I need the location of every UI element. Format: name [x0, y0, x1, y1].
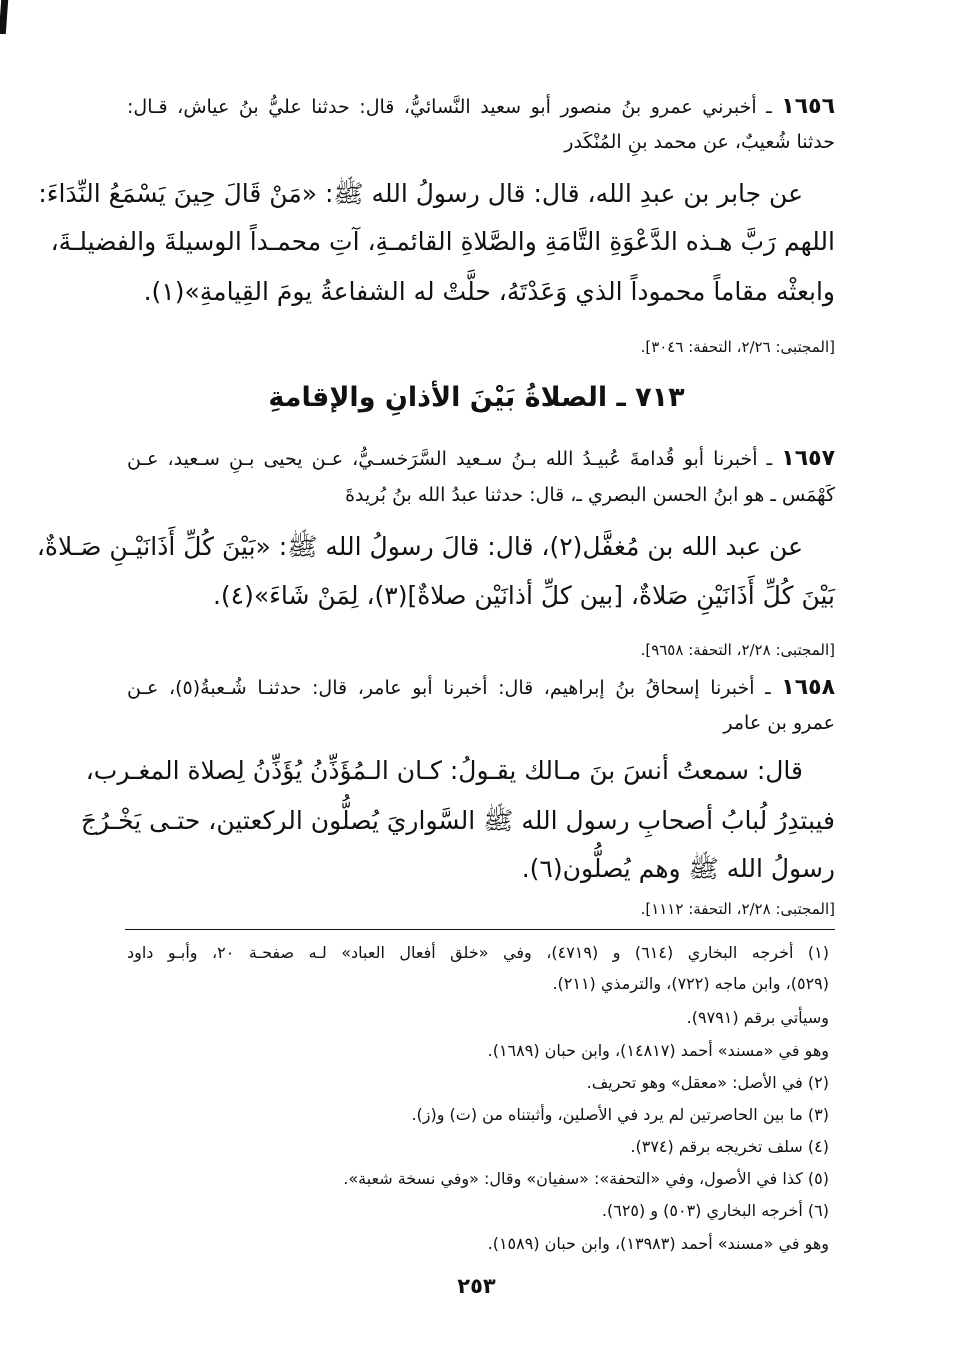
hadith-1657-matn-line-1: عن عبد الله بن مُغفَّل(٢)، قال: قالَ رسولُ الله ﷺ: «بَيْنَ كُلِّ أَذَانَيْـنِ صَـلاةٌ،	[36, 532, 803, 561]
hadith-1658-isnad-line-1	[127, 675, 835, 700]
isnad-text: ـ أخبرنا إسحاقُ بنُ إبراهيم، قال: أخبرنا أبو عامر، قال: حدثنـا شُـعبةُ(٥)، عـن	[127, 677, 771, 699]
page-number: ٢٥٣	[457, 1274, 496, 1298]
footnote-line: وسيأتي برقم (٩٧٩١).	[686, 1008, 829, 1027]
hadith-1657-isnad-line-2: كَهْمَس ـ هو ابنُ الحسن البصري ـ، قال: حدثنا عبدُ الله بنُ بُريدةَ	[345, 484, 835, 506]
hadith-1658-matn-line-1: قال: سمعتُ أنسَ بنَ مـالك يقـولُ: كـان الـمُؤَذِّنُ يُؤَذِّنُ لِصلاة المغـرب،	[85, 756, 803, 785]
hadith-1656-reference: [المجتبى: ٢/٢٦، التحفة: ٣٠٤٦].	[640, 338, 835, 356]
hadith-1656-matn-line-1: عن جابر بن عبدِ الله، قال: قال رسولُ الله ﷺ: «مَنْ قَالَ حِينَ يَسْمَعُ النِّدَاءَ:	[38, 179, 803, 208]
footnote-line: (٢) في الأصل: «معقل» وهو تحريف.	[586, 1073, 829, 1092]
hadith-1658-matn-line-3: رسولُ الله ﷺ وهم يُصلُّون(٦).	[521, 854, 835, 883]
footnote-line: (٤) سلف تخريجه برقم (٣٧٤).	[630, 1137, 829, 1156]
footnote-divider	[125, 929, 835, 930]
hadith-number: ١٦٥٨	[781, 675, 836, 700]
hadith-1656-matn-line-2: اللهم رَبَّ هـذه الدَّعْوَةِ التَّامَةِ والصَّلاةِ القائمـةِ، آتِ محمـداً الوسيلةَ والفضيلـةَ،	[50, 227, 835, 256]
isnad-text: ـ أخبرني عمرو بنُ منصور أبو سعيد النَّسائيُّ، قال: حدثنا عليُّ بنُ عياش، قـال:	[127, 96, 772, 118]
footnote-line: وهو في «مسند» أحمد (١٤٨١٧)، وابن حبان (١٦٨٩).	[487, 1041, 829, 1060]
scan-edge-mark	[0, 0, 8, 34]
footnote-line: (٥) كذا في الأصول، وفي «التحفة»: «سفيان» وقال: «وفي نسخة شعبة».	[343, 1169, 829, 1188]
isnad-text: ـ أخبرنا أبو قُدامةَ عُبيـدُ الله بـنُ سـعيد السَّرَخسـيُّ، عـن يحيى بـنِ سـعيد، عـن	[127, 448, 773, 470]
footnote-line: وهو في «مسند» أحمد (١٣٩٨٣)، وابن حبان (١٥٨٩).	[487, 1234, 829, 1253]
section-title: ٧١٣ ـ الصلاةُ بَيْنَ الأذانِ والإقامةِ	[268, 382, 685, 413]
footnote-line: (١) أخرجه البخاري (٦١٤) و (٤٧١٩)، وفي «خلق أفعال العباد» لـه صفحـة ٢٠، وأبـو داود	[127, 943, 830, 962]
hadith-1657-reference: [المجتبى: ٢/٢٨، التحفة: ٩٦٥٨].	[640, 641, 835, 659]
hadith-1656-matn-line-3: وابعثْه مقاماً محموداً الذي وَعَدْتَهُ، حلَّتْ له الشفاعةُ يومَ القِيامةِ»(١).	[143, 277, 835, 306]
hadith-1656-isnad-line-2: حدثنا شُعيبٌ، عن محمد بنِ المُنْكَدر	[564, 131, 835, 153]
hadith-number: ١٦٥٦	[781, 94, 835, 119]
hadith-1656-isnad-line-1	[127, 94, 835, 119]
hadith-1658-matn-line-2: فيبتدِرُ لُبابُ أصحابِ رسول الله ﷺ السَّواريَ يُصلُّون الركعتين، حتـى يَخْـرُجَ	[80, 806, 835, 835]
hadith-number: ١٦٥٧	[781, 446, 835, 471]
hadith-1657-matn-line-2: بَيْنَ كُلِّ أَذَانَيْنِ صَلاةٌ، [بين كلِّ أذانَيْن صلاةٌ](٣)، لِمَنْ شَاءَ»(٤).	[212, 581, 835, 610]
hadith-1658-isnad-line-2: عمرو بن عامر	[723, 712, 835, 734]
footnote-line: (٣) ما بين الحاصرتين لم يرد في الأصلين، وأثبتناه من (ت) و(ز).	[411, 1105, 829, 1124]
hadith-1658-reference: [المجتبى: ٢/٢٨، التحفة: ١١١٢].	[640, 900, 835, 918]
hadith-1657-isnad-line-1	[127, 446, 835, 471]
footnote-line: (٥٢٩)، وابن ماجه (٧٢٢)، والترمذي (٢١١).	[552, 974, 829, 993]
footnote-line: (٦) أخرجه البخاري (٥٠٣) و (٦٢٥).	[601, 1201, 829, 1220]
